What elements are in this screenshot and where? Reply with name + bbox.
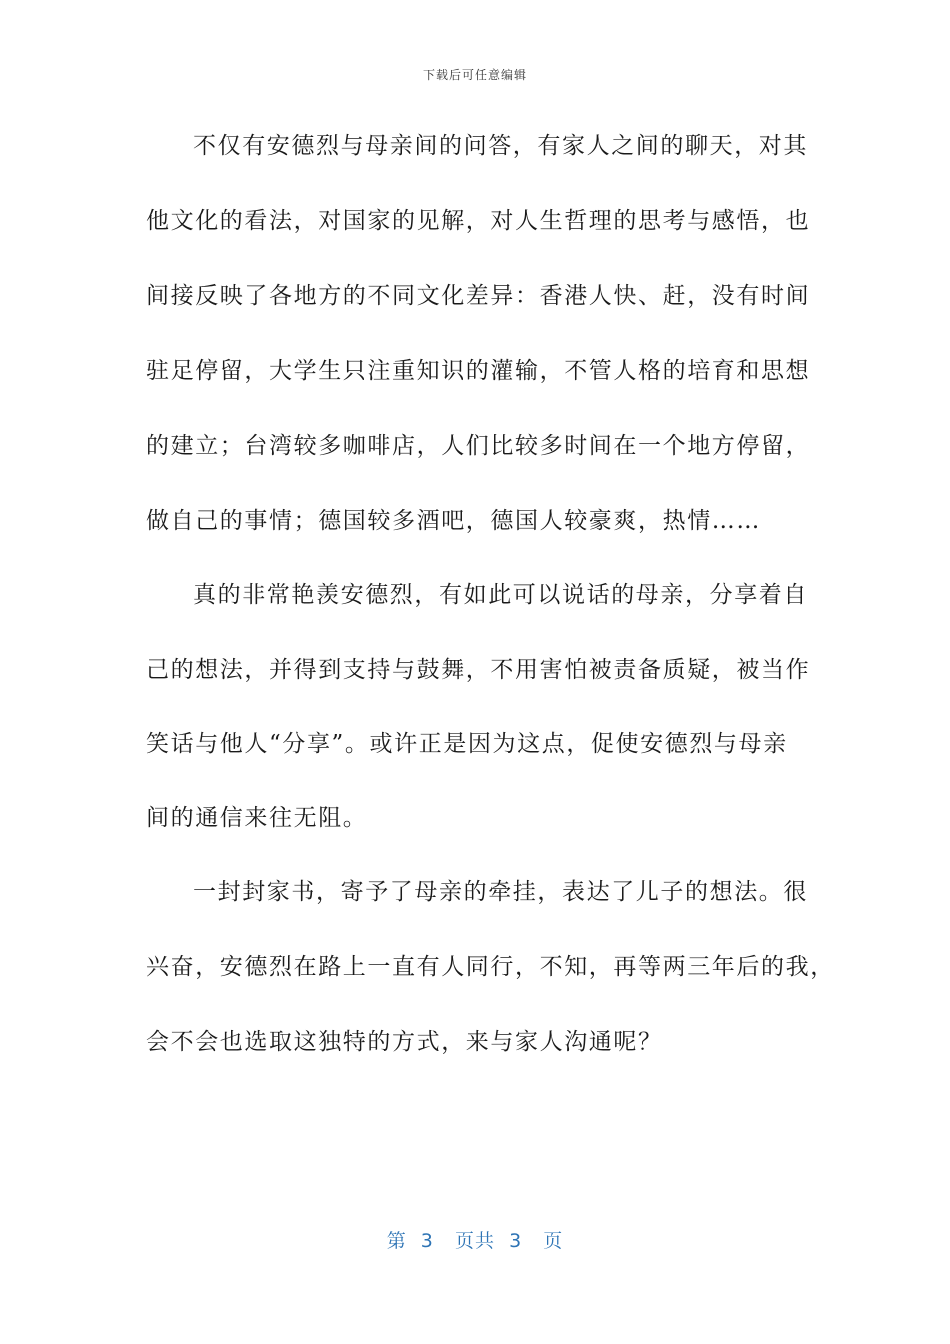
body-line: 做自己的事情；德国较多酒吧，德国人较豪爽，热情…… <box>146 508 761 534</box>
body-line: 真的非常艳羡安德烈，有如此可以说话的母亲，分享着自 <box>193 582 808 608</box>
body-line: 驻足停留，大学生只注重知识的灌输，不管人格的培育和思想 <box>146 358 811 384</box>
body-line: 一封封家书，寄予了母亲的牵挂，表达了儿子的想法。很 <box>193 879 808 905</box>
body-line: 间接反映了各地方的不同文化差异：香港人快、赶，没有时间 <box>146 283 811 309</box>
body-line: 不仅有安德烈与母亲间的问答，有家人之间的聊天，对其 <box>193 133 808 159</box>
header-note: 下载后可任意编辑 <box>422 68 527 82</box>
body-line: 己的想法，并得到支持与鼓舞，不用害怕被责备质疑，被当作 <box>146 657 811 683</box>
body-line: 他文化的看法，对国家的见解，对人生哲理的思考与感悟，也 <box>146 208 811 234</box>
body-line: 笑话与他人“分享”。或许正是因为这点，促使安德烈与母亲 <box>146 731 788 757</box>
body-line: 的建立；台湾较多咖啡店，人们比较多时间在一个地方停留， <box>146 433 811 459</box>
body-line: 间的通信来往无阻。 <box>146 805 368 831</box>
body-line: 会不会也选取这独特的方式，来与家人沟通呢？ <box>146 1029 663 1055</box>
page-number: 第 3 页共 3 页 <box>386 1230 564 1252</box>
body-line: 兴奋，安德烈在路上一直有人同行，不知，再等两三年后的我， <box>146 954 835 980</box>
